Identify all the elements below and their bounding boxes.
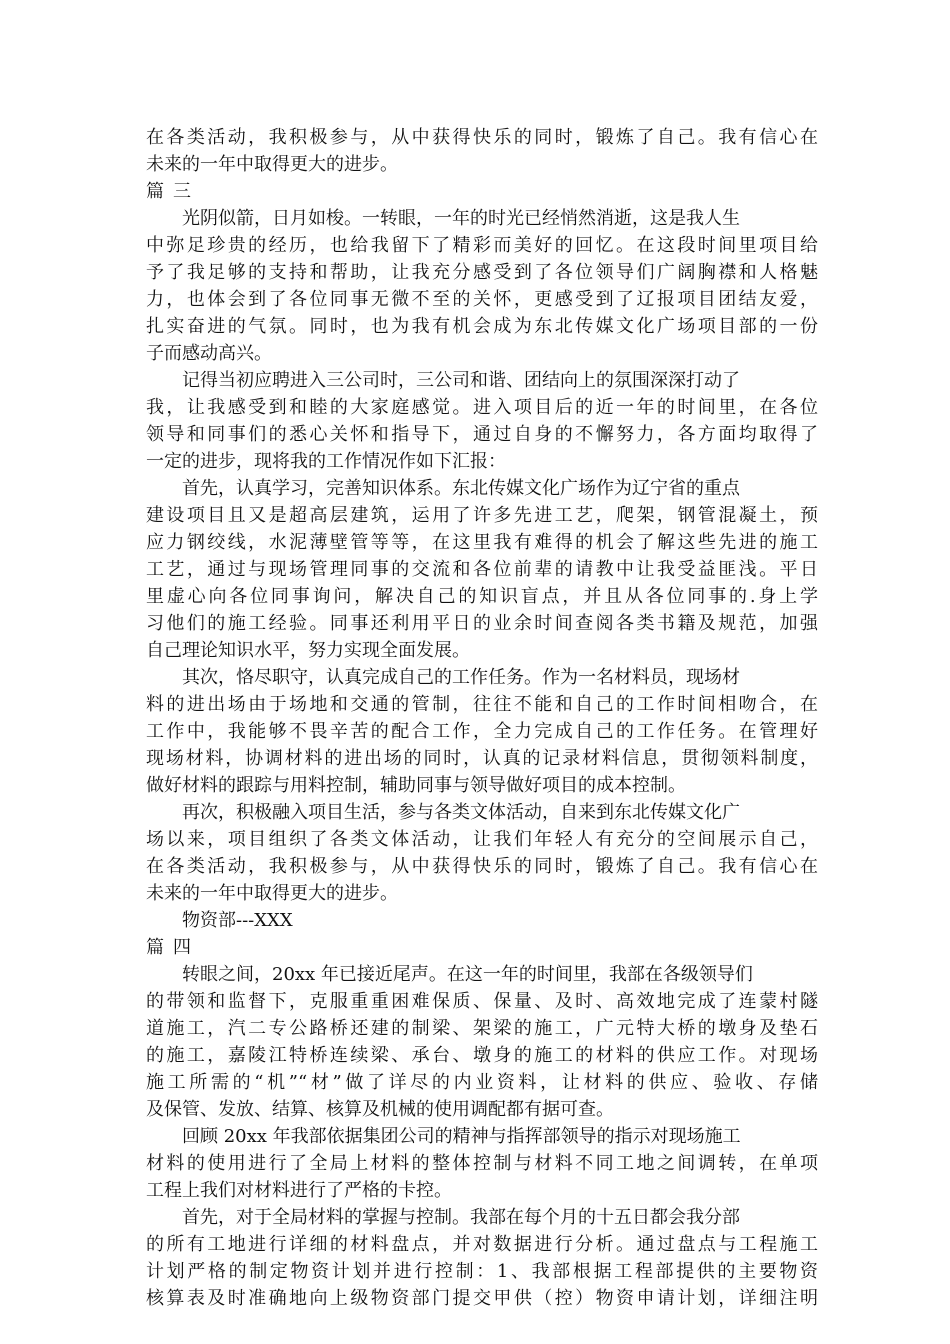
text-line: 工作中，我能够不畏辛苦的配合工作，全力完成自己的工作任务。在管理好 [146, 721, 818, 742]
text-line: 的所有工地进行详细的材料盘点，并对数据进行分析。通过盘点与工程施工 [146, 1234, 818, 1255]
text-line: 一定的进步，现将我的工作情况作如下汇报： [146, 451, 506, 472]
text-line: 在各类活动，我积极参与，从中获得快乐的同时，锻炼了自己。我有信心在 [146, 127, 818, 148]
text-line: 我，让我感受到和睦的大家庭感觉。进入项目后的近一年的时间里，在各位 [146, 397, 818, 418]
text-line: 首先，对于全局材料的掌握与控制。我部在每个月的十五日都会我分部 [182, 1207, 740, 1228]
text-line: 道施工，汽二专公路桥还建的制梁、架梁的施工，广元特大桥的墩身及垫石 [146, 1018, 818, 1039]
text-line: 子而感动高兴。 [146, 343, 272, 364]
text-line: 物资部---XXX [182, 910, 293, 931]
text-line: 在各类活动，我积极参与，从中获得快乐的同时，锻炼了自己。我有信心在 [146, 856, 818, 877]
text-line: 未来的一年中取得更大的进步。 [146, 154, 398, 175]
text-line: 材料的使用进行了全局上材料的整体控制与材料不同工地之间调转，在单项 [146, 1153, 818, 1174]
text-line: 料的进出场由于场地和交通的管制，往往不能和自己的工作时间相吻合，在 [146, 694, 818, 715]
text-line: 记得当初应聘进入三公司时，三公司和谐、团结向上的氛围深深打动了 [182, 370, 740, 391]
text-line: 工程上我们对材料进行了严格的卡控。 [146, 1180, 452, 1201]
text-line: 首先，认真学习，完善知识体系。东北传媒文化广场作为辽宁省的重点 [182, 478, 740, 499]
text-line: 的施工，嘉陵江特桥连续梁、承台、墩身的施工的材料的供应工作。对现场 [146, 1045, 818, 1066]
text-line: 自己理论知识水平，努力实现全面发展。 [146, 640, 470, 661]
text-line: 里虚心向各位同事询问，解决自己的知识盲点，并且从各位同事的.身上学 [146, 586, 818, 607]
text-line: 回顾 20xx 年我部依据集团公司的精神与指挥部领导的指示对现场施工 [182, 1126, 741, 1147]
text-line: 转眼之间，20xx 年已接近尾声。在这一年的时间里，我部在各级领导们 [182, 964, 753, 985]
text-line: 计划严格的制定物资计划并进行控制：1、我部根据工程部提供的主要物资 [146, 1261, 818, 1282]
text-line: 场以来，项目组织了各类文体活动，让我们年轻人有充分的空间展示自己， [146, 829, 818, 850]
text-line: 工艺，通过与现场管理同事的交流和各位前辈的请教中让我受益匪浅。平日 [146, 559, 818, 580]
text-line: 习他们的施工经验。同事还利用平日的业余时间查阅各类书籍及规范，加强 [146, 613, 818, 634]
text-line: 其次，恪尽职守，认真完成自己的工作任务。作为一名材料员，现场材 [182, 667, 740, 688]
text-line: 现场材料，协调材料的进出场的同时，认真的记录材料信息，贯彻领料制度， [146, 748, 818, 769]
section-heading: 篇三 [146, 181, 200, 202]
text-line: 再次，积极融入项目生活，参与各类文体活动，自来到东北传媒文化广 [182, 802, 740, 823]
text-line: 光阴似箭，日月如梭。一转眼，一年的时光已经悄然消逝，这是我人生 [182, 208, 740, 229]
text-line: 领导和同事们的悉心关怀和指导下，通过自身的不懈努力，各方面均取得了 [146, 424, 818, 445]
text-line: 核算表及时准确地向上级物资部门提交甲供（控）物资申请计划，详细注明 [146, 1288, 818, 1309]
document-page [146, 124, 818, 1312]
section-heading: 篇四 [146, 937, 200, 958]
text-line: 未来的一年中取得更大的进步。 [146, 883, 398, 904]
text-line: 扎实奋进的气氛。同时，也为我有机会成为东北传媒文化广场项目部的一份 [146, 316, 818, 337]
text-line: 中弥足珍贵的经历，也给我留下了精彩而美好的回忆。在这段时间里项目给 [146, 235, 818, 256]
text-line: 施工所需的“机”“材”做了详尽的内业资料，让材料的供应、验收、存储 [146, 1072, 818, 1093]
text-line: 力，也体会到了各位同事无微不至的关怀，更感受到了辽报项目团结友爱， [146, 289, 818, 310]
text-line: 及保管、发放、结算、核算及机械的使用调配都有据可查。 [146, 1099, 614, 1120]
text-line: 做好材料的跟踪与用料控制，辅助同事与领导做好项目的成本控制。 [146, 775, 686, 796]
text-line: 的带领和监督下，克服重重困难保质、保量、及时、高效地完成了连蒙村隧 [146, 991, 818, 1012]
text-line: 予了我足够的支持和帮助，让我充分感受到了各位领导们广阔胸襟和人格魅 [146, 262, 818, 283]
text-line: 应力钢绞线，水泥薄壁管等等，在这里我有难得的机会了解这些先进的施工 [146, 532, 818, 553]
text-line: 建设项目且又是超高层建筑，运用了许多先进工艺，爬架，钢管混凝土，预 [146, 505, 818, 526]
